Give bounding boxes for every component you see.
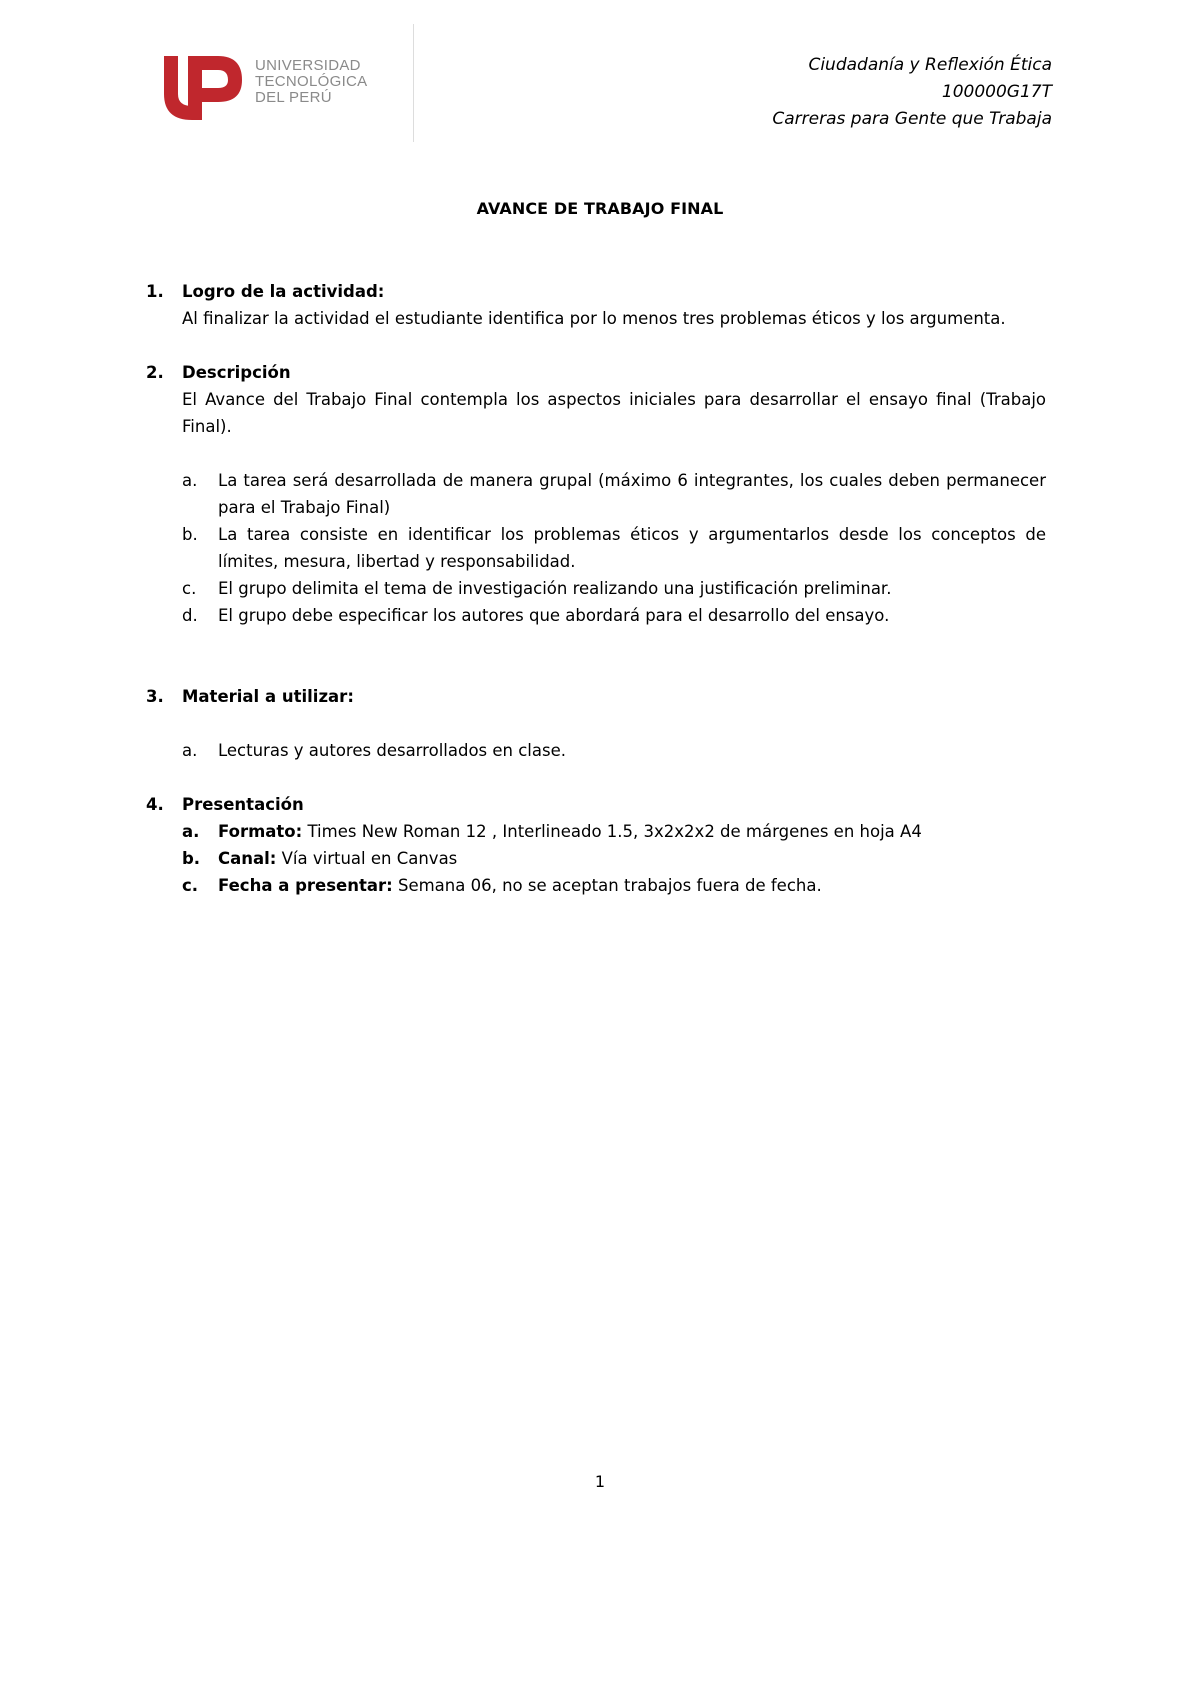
university-logo (158, 46, 418, 146)
description-list (146, 467, 1046, 629)
list-item-text: El grupo debe especificar los autores que abordará para el desarrollo del ensayo. (218, 606, 890, 625)
list-item (146, 521, 1046, 575)
list-item (146, 845, 1046, 872)
logo-line-1: UNIVERSIDAD (255, 57, 361, 74)
list-item-text: El grupo delimita el tema de investigación realizando una justificación preliminar. (218, 579, 892, 598)
section-descripcion (146, 359, 1046, 656)
course-code: 100000G17T (941, 82, 1052, 102)
logo-line-3: DEL PERÚ (255, 89, 332, 106)
list-item-text: Vía virtual en Canvas (276, 849, 458, 868)
program-name: Carreras para Gente que Trabaja (772, 109, 1052, 129)
list-item-letter: c. (182, 579, 197, 598)
list-item-text: La tarea consiste en identificar los problemas éticos y argumentarlos desde los conceptos de límites, mesura, libertad y responsabilidad. (218, 525, 1046, 571)
list-item (146, 602, 1046, 629)
list-item-letter: b. (182, 849, 201, 868)
list-item (146, 467, 1046, 521)
section-text: El Avance del Trabajo Final contempla los aspectos iniciales para desarrollar el ensayo final (Trabajo Final). (182, 390, 1046, 436)
page-number: 1 (594, 1472, 606, 1491)
list-item-letter: d. (182, 606, 198, 625)
section-title: Material a utilizar: (182, 687, 354, 706)
list-item (146, 737, 1046, 764)
spacer (182, 629, 1046, 656)
section-title: Descripción (182, 363, 291, 382)
list-item-text: La tarea será desarrollada de manera grupal (máximo 6 integrantes, los cuales deben permanecer para el Trabajo Final) (218, 471, 1046, 517)
list-item-label: Fecha a presentar: (218, 876, 393, 895)
logo-wordmark (255, 58, 385, 106)
section-title: Logro de la actividad: (182, 282, 385, 301)
header-divider (413, 24, 414, 142)
presentation-list (146, 818, 1046, 899)
course-header (772, 52, 1052, 133)
list-item-letter: c. (182, 876, 199, 895)
list-item-letter: a. (182, 741, 198, 760)
list-item (146, 872, 1046, 899)
section-title: Presentación (182, 795, 304, 814)
list-item-label: Formato: (218, 822, 303, 841)
list-item-letter: a. (182, 471, 198, 490)
section-presentacion (146, 791, 1046, 899)
list-item-letter: b. (182, 525, 198, 544)
section-number: 1. (146, 282, 164, 301)
list-item-text: Times New Roman 12 , Interlineado 1.5, 3x2x2x2 de márgenes en hoja A4 (302, 822, 922, 841)
section-material (146, 683, 1046, 764)
list-item (146, 575, 1046, 602)
section-number: 3. (146, 687, 164, 706)
logo-line-2: TECNOLÓGICA (255, 73, 368, 90)
course-name: Ciudadanía y Reflexión Ética (808, 55, 1052, 75)
document-body (146, 278, 1046, 926)
section-text: Al finalizar la actividad el estudiante identifica por lo menos tres problemas éticos y los argumenta. (182, 309, 1006, 328)
list-item-label: Canal: (218, 849, 277, 868)
list-item-text: Semana 06, no se aceptan trabajos fuera de fecha. (392, 876, 822, 895)
utp-logo-mark-icon (158, 46, 248, 128)
material-list (146, 737, 1046, 764)
section-logro (146, 278, 1046, 332)
list-item (146, 818, 1046, 845)
section-number: 2. (146, 363, 164, 382)
document-title: AVANCE DE TRABAJO FINAL (476, 199, 724, 218)
list-item-text: Lecturas y autores desarrollados en clase. (218, 741, 566, 760)
list-item-letter: a. (182, 822, 200, 841)
section-number: 4. (146, 795, 164, 814)
